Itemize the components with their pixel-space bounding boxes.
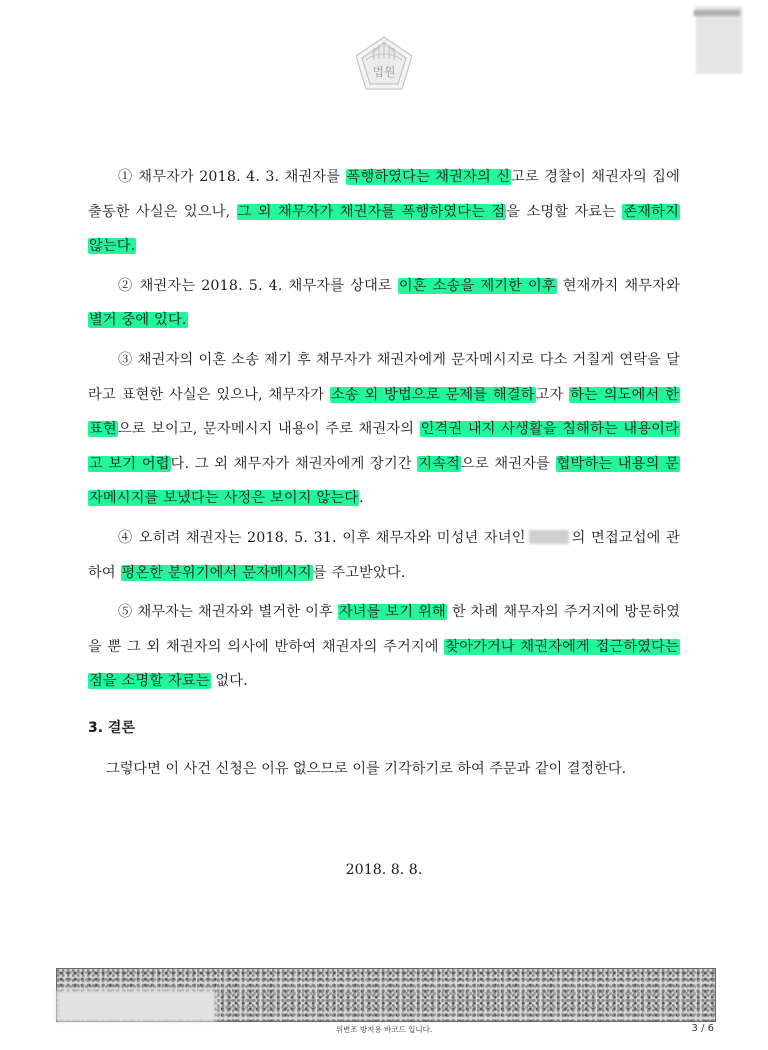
text-segment: 으로 채권자를 xyxy=(461,455,556,472)
highlighted-text: 자녀를 보기 위해 xyxy=(338,604,446,621)
highlighted-text: 찾아가거나 채권자에게 접근하였다는 점을 소명할 자료는 xyxy=(89,638,679,690)
decision-reasons xyxy=(88,160,680,704)
text-segment: 한 차례 채무자의 주거지에 방문하였을 뿐 그 외 채권자의 의사에 반하여 채권자의 주거지에 xyxy=(88,604,680,655)
highlighted-text: 인격권 내지 사생활을 침해하는 내용이라고 보기 어렵 xyxy=(89,421,679,472)
footer-note: 위변조 방지용 바코드 입니다. xyxy=(335,1025,433,1034)
text-segment: ② 채권자는 2018. 5. 4. 채무자를 상대로 xyxy=(118,277,398,294)
text-segment: 의 면접교섭에 관하여 xyxy=(88,529,680,581)
highlighted-text: 별거 중에 있다. xyxy=(89,312,187,329)
court-seal-logo xyxy=(352,34,416,94)
text-segment: 현재까지 채무자와 xyxy=(556,277,680,294)
seal-text: 법원 xyxy=(372,65,396,79)
reason-paragraph xyxy=(88,160,680,264)
text-segment: 없다. xyxy=(210,673,248,690)
highlighted-text: 존재하지 않는다. xyxy=(89,203,679,255)
highlighted-text: 하는 의도에서 한 표현 xyxy=(89,386,680,438)
corner-barcode-stamp xyxy=(696,6,742,74)
reason-paragraph xyxy=(88,269,680,338)
text-segment: 고로 경찰이 채권자의 집에 출동한 사실은 있으나, xyxy=(88,169,680,220)
highlighted-text: 그 외 채무자가 채권자를 폭행하였다는 점 xyxy=(237,203,506,220)
decision-date: 2018. 8. 8. xyxy=(345,862,423,878)
redacted-area xyxy=(56,990,216,1022)
highlighted-text: 협박하는 내용의 문자메시지를 보냈다는 사정은 보이지 않는다 xyxy=(89,455,679,507)
text-segment: 다. 그 외 채무자가 채권자에게 장기간 xyxy=(170,455,418,472)
reason-paragraph xyxy=(88,521,680,590)
text-segment: ④ 오히려 채권자는 2018. 5. 31. 이후 채무자와 미성년 자녀인 xyxy=(118,529,526,546)
section-title: 3. 결론 xyxy=(88,720,135,736)
text-segment: ① 채무자가 2018. 4. 3. 채권자를 xyxy=(118,169,346,185)
highlighted-text: 지속적 xyxy=(418,455,461,472)
page-number: 3 / 6 xyxy=(691,1023,714,1034)
text-segment: ⑤ 채무자는 채권자와 별거한 이후 xyxy=(118,604,338,621)
redacted-name xyxy=(529,530,569,544)
highlighted-text: 이혼 소송을 제기한 이후 xyxy=(398,277,556,294)
highlighted-text: 소송 외 방법으로 문제를 해결하 xyxy=(330,386,535,403)
text-segment: . xyxy=(359,490,364,507)
highlighted-text: 평온한 분위기에서 문자메시지 xyxy=(121,564,312,581)
reason-paragraph xyxy=(88,595,680,699)
highlighted-text: 폭행하였다는 채권자의 신 xyxy=(346,169,511,185)
text-segment: 을 소명할 자료는 xyxy=(506,203,623,220)
text-segment: 고자 xyxy=(535,386,570,403)
text-segment: ③ 채권자의 이혼 소송 제기 후 채무자가 채권자에게 문자메시지로 다소 거칠게 연락을 달라고 표현한 사실은 있으나, 채무자가 xyxy=(88,351,680,403)
text-segment: 를 주고받았다. xyxy=(312,564,406,581)
conclusion-paragraph: 그렇다면 이 사건 신청은 이유 없으므로 이를 기각하기로 하여 주문과 같이 결정한다. xyxy=(106,761,627,777)
text-segment: 으로 보이고, 문자메시지 내용이 주로 채권자의 xyxy=(117,421,420,438)
reason-paragraph xyxy=(88,343,680,516)
